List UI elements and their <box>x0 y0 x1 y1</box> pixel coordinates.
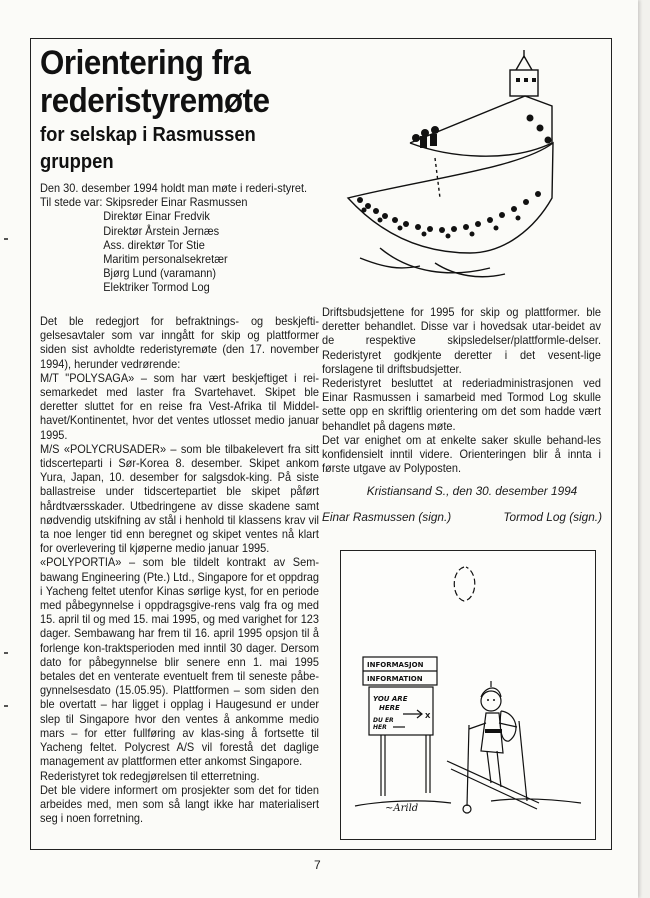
signature-right: Tormod Log (sign.) <box>503 510 602 524</box>
margin-mark <box>4 705 8 707</box>
attendee: Bjørg Lund (varamann) <box>103 266 217 281</box>
board-text: DU ER <box>373 717 394 724</box>
paragraph: M/T "POLYSAGA» – som har vært beskjeftiget i rei-semarkedet med laster fra Svartehavet. Skipet ble deretter sluttet for en reise fra Vest-Afrika til Middel-havet/Kontinentet, hvor det ventes utlosset medio januar 1995. <box>40 370 319 442</box>
sign-text-english: INFORMATION <box>367 675 423 683</box>
signoff <box>322 484 602 524</box>
ship-illustration <box>340 48 570 288</box>
right-column <box>322 305 601 475</box>
title-line-1: Orientering fra <box>40 44 251 82</box>
cartoon-drawing <box>341 551 597 841</box>
attendee-list <box>40 195 310 294</box>
board-text: YOU ARE <box>373 695 408 703</box>
paragraph: Rederistyret tok redegjørelsen til etterretning. <box>40 768 260 783</box>
subtitle-line-1: for selskap i Rasmussen <box>40 124 256 146</box>
subtitle-line-2: gruppen <box>40 151 114 173</box>
artist-signature: ~Arild <box>385 803 419 814</box>
board-x-mark: X <box>425 712 431 720</box>
attendee: Direktør Årstein Jernæs <box>103 223 220 238</box>
board-text: HER <box>373 724 387 731</box>
paragraph: M/S «POLYCRUSADER» – som ble tilbakelevert fra sitt tidscerteparti i Sør-Korea 8. desember. Skipet ankom Yura, Japan, 10. desember for salgsdok-king. På siste ballastreise under tidscertepartiet ble skipet påført hårdtværsskader. Utbedringene av disse skadene samt nødvendig utskifning av stål i henhold til klassens krav vil ta noe lenger tid enn beregnet og skipet ventes nå klart for overlevering til kjøperne medio januar 1995. <box>40 441 319 556</box>
attendee: Maritim personalsekretær <box>103 252 228 267</box>
paragraph: Det var enighet om at enkelte saker skulle behand-les konfidensielt inntil videre. Orienteringen blir å innta i første utgave av Polyposten. <box>322 432 601 476</box>
intro-paragraph: Den 30. desember 1994 holdt man møte i rederi-styret. <box>40 181 308 195</box>
margin-mark <box>4 652 8 654</box>
margin-mark <box>4 238 8 240</box>
attendee: Direktør Einar Fredvik <box>103 209 210 224</box>
attendee: Til stede var: Skipsreder Einar Rasmussen <box>40 195 248 210</box>
intro-section <box>40 181 310 295</box>
attendee: Ass. direktør Tor Stie <box>103 237 205 252</box>
left-column <box>40 314 319 825</box>
paragraph: Det ble videre informert om prosjekter som det for tiden arbeides med, men som så langt ikke har materialisert seg i noen forretning. <box>40 782 319 826</box>
place-date: Kristiansand S., den 30. desember 1994 <box>366 484 578 498</box>
board-text: HERE <box>379 704 400 712</box>
title-line-2: rederistyremøte <box>40 82 270 120</box>
paragraph: Driftsbudsjettene for 1995 for skip og plattformer. ble deretter behandlet. Disse var i hovedsak utar-beidet av de respektive skipsledelser/plattformle-delser. Rederistyret godkjente deretter i det vesent-lige forslagene til driftsbudsjetter. <box>322 305 601 376</box>
attendee: Elektriker Tormod Log <box>103 280 210 295</box>
page-number: 7 <box>314 858 321 872</box>
paragraph: Rederistyret besluttet at rederiadministrasjonen ved Einar Rasmussen i samarbeid med Tormod Log skulle sette opp en skriftlig orientering om det som hadde vært behandlet på dagens møte. <box>322 376 601 433</box>
paragraph: «POLYPORTIA» – som ble tildelt kontrakt av Sem-bawang Engineering (Pte.) Ltd., Singapore for et oppdrag i Yacheng feltet utenfor Kinas sørlige kyst, for en periode med påbegynnelse i oppdragsgive-rens valg fra og med 15. april til og med 15. mai 1995, og med varighet for 123 dager. Sembawang har frem til 16. april 1995 opsjon til å forlenge kon-traktsperioden med inntil 30 dager. Dersom dato for påbegynnelse blir senere enn 1. mai 1995 betales det en venterate eventuelt frem til seneste påbe-gynnelsesdato (15.05.95). Plattformen – som siden den ble overtatt – har ligget i opplag i Haugesund er under slep til Singapore hvor den ventes å ankomme medio mars – for etter fullføring av klas-sing å fortsette til Yacheng feltet. Polycrest A/S vil forestå det daglige management av plattformen etter ankomst Singapore. <box>40 555 319 769</box>
paragraph: Det ble redegjort for befraktnings- og beskjefti-gelsesavtaler som var inngått for skip og plattformer siden sist avholdte rederistyremøte (den 17. november 1994), herunder vedrørende: <box>40 314 319 371</box>
signature-left: Einar Rasmussen (sign.) <box>322 510 452 524</box>
sign-text-norwegian: INFORMASJON <box>367 661 424 669</box>
headline <box>40 44 330 174</box>
cartoon <box>340 550 596 840</box>
